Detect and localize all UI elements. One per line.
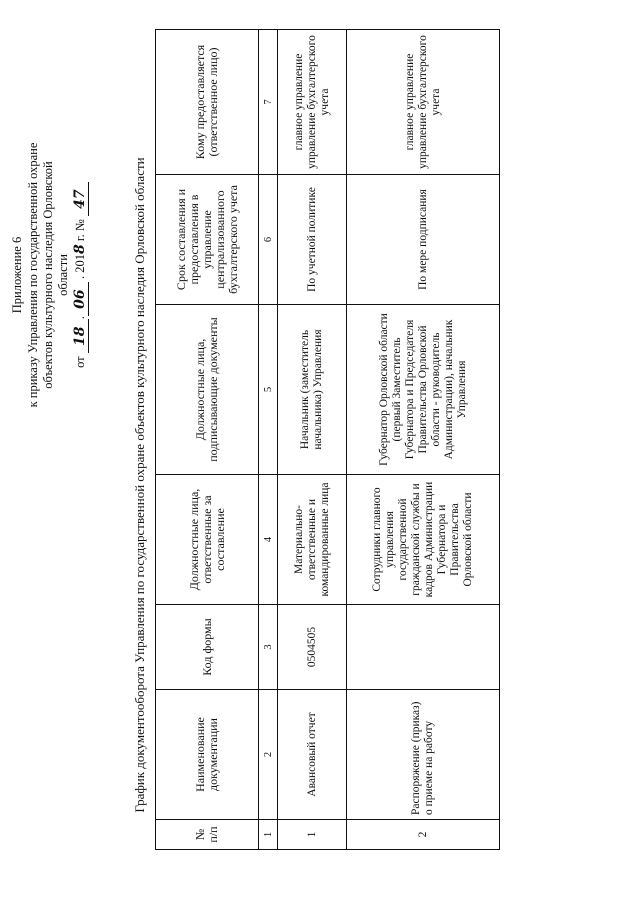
header-cell: Наименование документации bbox=[156, 690, 259, 820]
annex-line-1: к приказу Управления по государственной охране bbox=[26, 142, 40, 408]
document-title: График документооборота Управления по государственной охране объектов культурного наследия Орловской области bbox=[132, 157, 147, 813]
date-separator: . bbox=[73, 316, 87, 320]
annex-date-line bbox=[73, 40, 89, 510]
deadline: По мере подписания bbox=[347, 175, 500, 305]
form-code: 0504505 bbox=[278, 605, 347, 690]
table-row bbox=[278, 30, 347, 850]
column-number: 6 bbox=[259, 175, 278, 305]
signing-persons: Начальник (заместитель начальника) Управления bbox=[278, 305, 347, 475]
date-year-prefix: . 201 bbox=[73, 253, 87, 279]
header-cell: Код формы bbox=[156, 605, 259, 690]
header-cell: Должностные лица, ответственные за составление bbox=[156, 475, 259, 605]
column-number: 1 bbox=[259, 820, 278, 850]
column-number-row bbox=[259, 30, 278, 850]
column-number: 2 bbox=[259, 690, 278, 820]
date-suffix: г. № bbox=[73, 219, 87, 242]
header-cell: № п/п bbox=[156, 820, 259, 850]
header-cell: Кому предоставляется (ответственное лицо) bbox=[156, 30, 259, 175]
annex-line-2: объектов культурного наследия Орловской bbox=[41, 161, 55, 389]
deadline: По учетной политике bbox=[278, 175, 347, 305]
date-month: 06 bbox=[73, 282, 89, 316]
column-number: 3 bbox=[259, 605, 278, 690]
date-day: 18 bbox=[73, 319, 89, 353]
doc-name: Авансовый отчет bbox=[278, 690, 347, 820]
date-year-digit: 8 bbox=[72, 244, 88, 254]
signing-persons: Губернатор Орловской области (первый Заместитель Губернатора и Председателя Правительства Орловской области - руководитель Администрации), начальник Управления bbox=[347, 305, 500, 475]
doc-name: Распоряжение (приказ) о приеме на работу bbox=[347, 690, 500, 820]
annex-number: Приложение 6 bbox=[10, 236, 24, 314]
responsible-persons: Материально-ответственные и командированные лица bbox=[278, 475, 347, 605]
header-cell: Срок составления и предоставления в управление централизованного бухгалтерского учета bbox=[156, 175, 259, 305]
date-prefix: от bbox=[73, 356, 87, 368]
row-number: 1 bbox=[278, 820, 347, 850]
column-number: 4 bbox=[259, 475, 278, 605]
column-number: 5 bbox=[259, 305, 278, 475]
table-row bbox=[347, 30, 500, 850]
annex-line-3: области bbox=[56, 254, 70, 296]
form-code bbox=[347, 605, 500, 690]
responsible-persons: Сотрудники главного управления государственной гражданской службы и кадров Администрации Губернатора и Правительства Орловской области bbox=[347, 475, 500, 605]
column-number: 7 bbox=[259, 30, 278, 175]
row-number: 2 bbox=[347, 820, 500, 850]
annex-block bbox=[10, 40, 89, 510]
recipient: главное управление управление бухгалтерского учета bbox=[347, 30, 500, 175]
recipient: главное управление управление бухгалтерского учета bbox=[278, 30, 347, 175]
document-flow-table bbox=[155, 29, 500, 850]
header-cell: Должностные лица, подписывающие документы bbox=[156, 305, 259, 475]
table-header-row bbox=[156, 30, 259, 850]
order-number: 47 bbox=[73, 182, 89, 216]
